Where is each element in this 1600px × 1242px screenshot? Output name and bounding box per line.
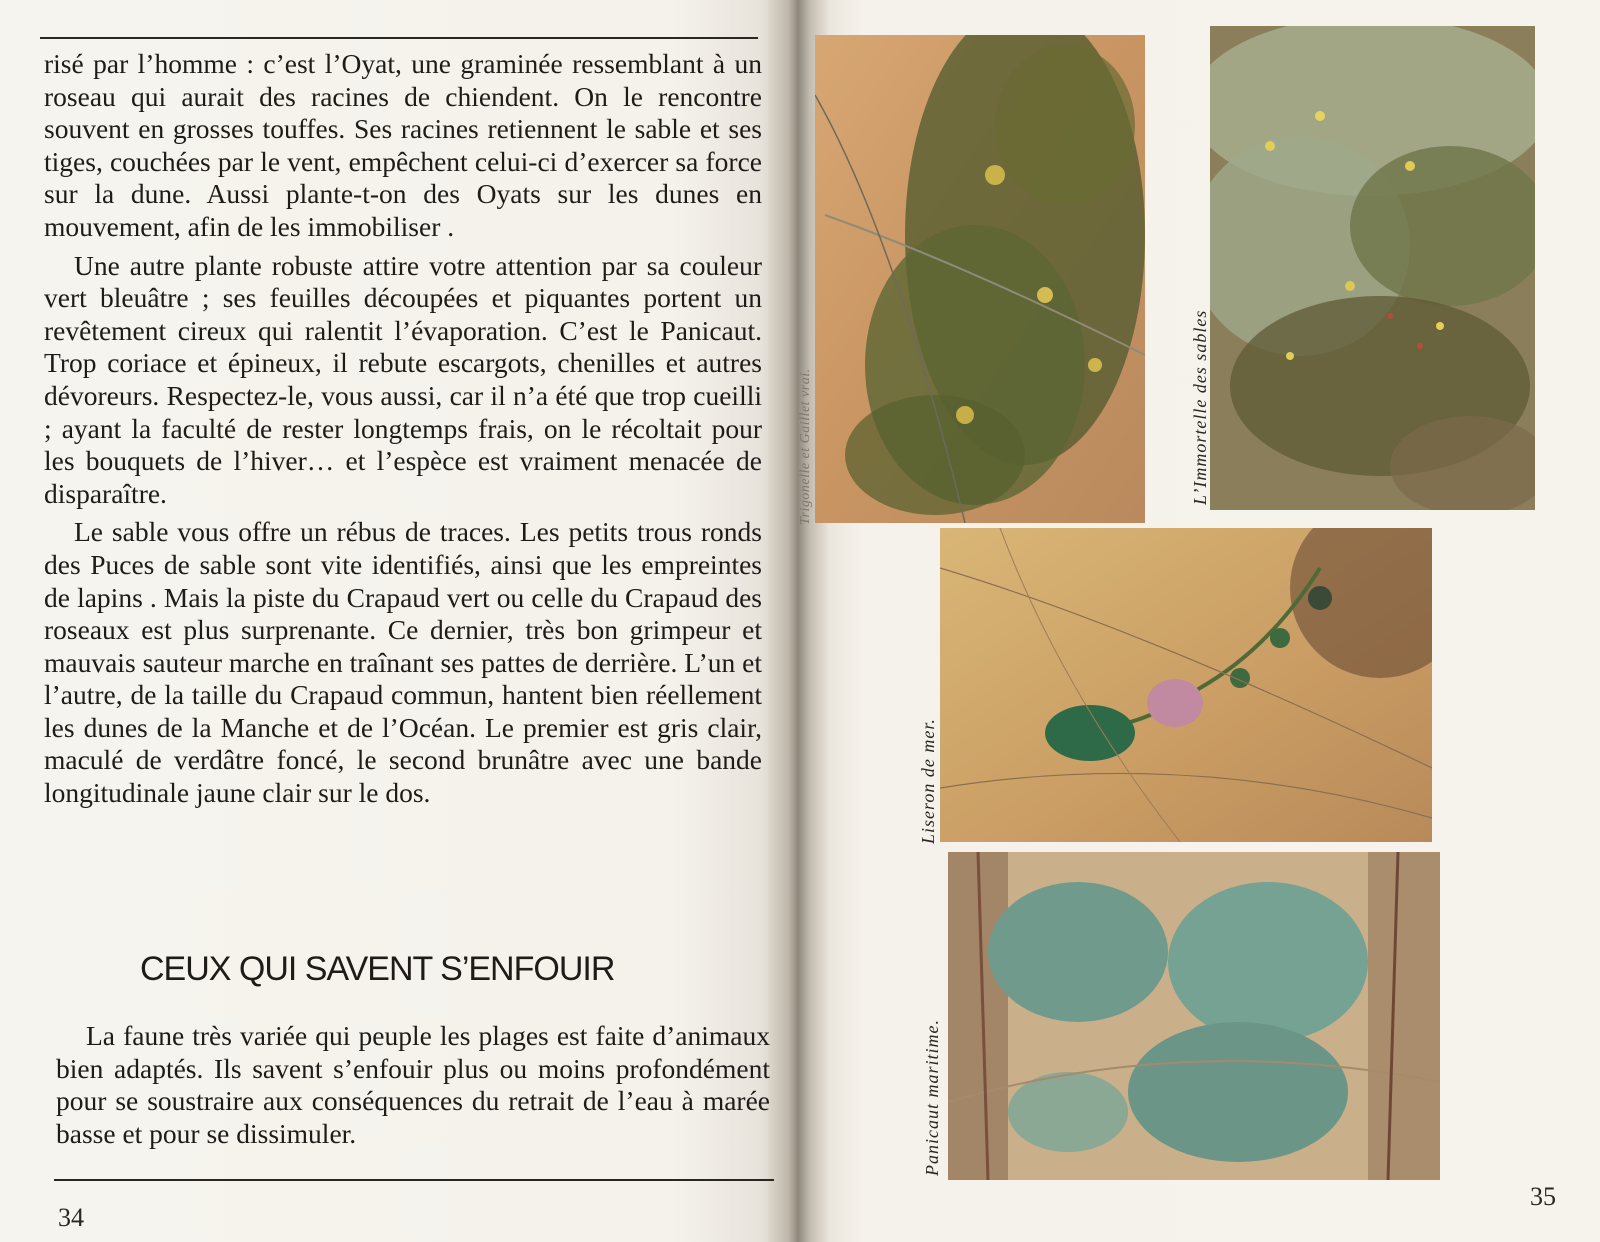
bottom-rule [54,1179,774,1181]
body-text [44,48,762,816]
section-heading: CEUX QUI SAVENT S’ENFOUIR [140,950,615,988]
page-number-left: 34 [58,1203,84,1232]
photo-immortelle [1210,26,1535,510]
paragraph-1: risé par l’homme : c’est l’Oyat, une graminée ressemblant à un roseau qui aurait des racines de chiendent. On le rencontre souvent en grosses touffes. Ses racines retiennent le sable et ses tiges, couchées par le vent, empêchent celui-ci d’exercer sa force sur la dune. Aussi plante-t-on des Oyats sur les dunes en mouvement, afin de les immobiliser . [44,48,762,242]
caption-photo-2: L’Immortelle des sables [1190,309,1210,505]
body-text-2 [56,1020,770,1150]
photo-panicaut [948,852,1440,1180]
caption-photo-1: Trigonelle et Gaillet vrai. [798,368,813,525]
photo-trigonelle [815,35,1145,523]
paragraph-3: Le sable vous offre un rébus de traces. Les petits trous ronds des Puces de sable sont vite identifiés, ainsi que les empreintes de lapins . Mais la piste du Crapaud vert ou celle du Crapaud des roseaux est plus surprenante. Ce dernier, très bon grimpeur et mauvais sauteur marche en traînant ses pattes de derrière. L’un et l’autre, de la taille du Crapaud commun, hantent bien réellement les dunes de la Manche et de l’Océan. Le premier est gris clair, maculé de verdâtre foncé, le second brunâtre avec une bande longitudinale jaune clair sur le dos. [44,516,762,809]
top-rule [40,37,758,39]
photo-liseron [940,528,1432,842]
caption-photo-4: Panicaut maritime. [922,1019,942,1176]
paragraph-2: Une autre plante robuste attire votre attention par sa couleur vert bleuâtre ; ses feuilles découpées et piquantes portent un revêtement cireux qui ralentit l’évaporation. C’est le Panicaut. Trop coriace et épineux, il rebute escargots, chenilles et autres dévoreurs. Respectez-le, vous aussi, car il n’a été que trop cueilli ; ayant la faculté de rester longtemps frais, on le récoltait pour les bouquets de l’hiver… et l’espèce est vraiment menacée de disparaître. [44,249,762,509]
paragraph-4: La faune très variée qui peuple les plages est faite d’animaux bien adaptés. Ils savent s’enfouir plus ou moins profondément pour se soustraire aux conséquences du retrait de l’eau à marée basse et pour se dissimuler. [56,1020,770,1149]
caption-photo-3: Liseron de mer. [918,718,938,844]
page-number-right: 35 [1530,1182,1556,1211]
